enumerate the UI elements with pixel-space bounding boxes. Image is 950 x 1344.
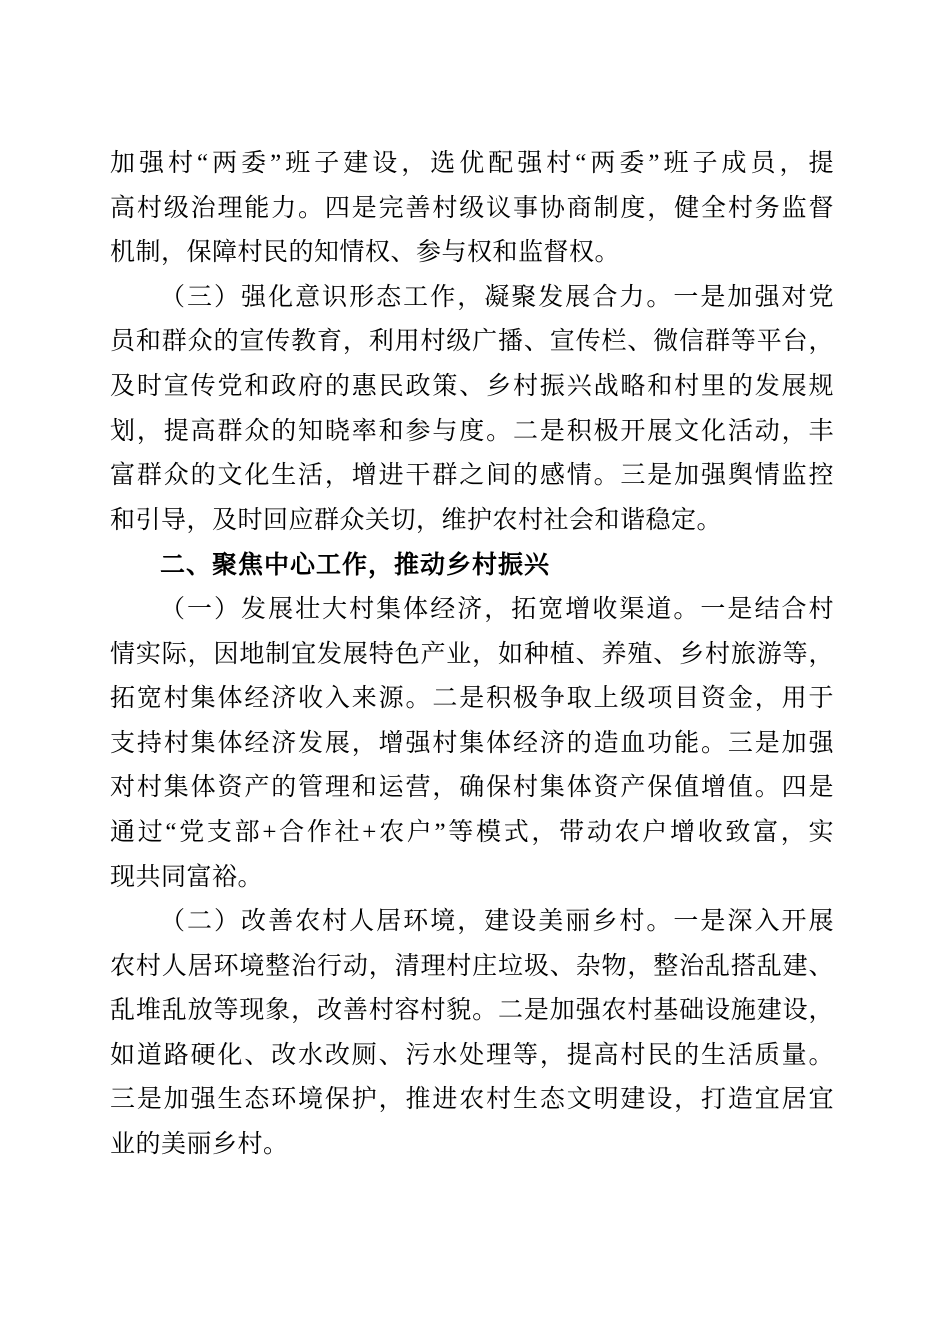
text-line: 机制，保障村民的知情权、参与权和监督权。 [110,239,621,267]
text-line: 富群众的文化生活，增进干群之间的感情。三是加强舆情监控 [110,462,834,490]
text-line: 划，提高群众的知晓率和参与度。二是积极开展文化活动，丰 [110,417,834,445]
section-heading: 二、聚焦中心工作，推动乡村振兴 [160,551,551,580]
text-line: 情实际，因地制宜发展特色产业，如种植、养殖、乡村旅游等， [110,640,834,668]
text-line: 通过“党支部+合作社+农户”等模式，带动农户增收致富，实 [110,818,834,846]
subheading-para-2-start: （二）改善农村人居环境，建设美丽乡村。一是深入开展 [160,908,834,936]
text-line: 支持村集体经济发展，增强村集体经济的造血功能。三是加强 [110,729,834,757]
subheading-para-1-start: （一）发展壮大村集体经济，拓宽增收渠道。一是结合村 [160,595,834,623]
text-line: 员和群众的宣传教育，利用村级广播、宣传栏、微信群等平台， [110,328,834,356]
text-line: 加强村“两委”班子建设，选优配强村“两委”班子成员，提 [110,150,834,177]
subheading-para-3-start: （三）强化意识形态工作，凝聚发展合力。一是加强对党 [160,283,834,311]
text-line: 乱堆乱放等现象，改善村容村貌。二是加强农村基础设施建设， [110,997,834,1025]
text-line: 业的美丽乡村。 [110,1131,289,1159]
text-line: 高村级治理能力。四是完善村级议事协商制度，健全村务监督 [110,194,834,222]
text-line: 如道路硬化、改水改厕、污水处理等，提高村民的生活质量。 [110,1041,834,1069]
text-line: 现共同富裕。 [110,863,264,891]
text-line: 三是加强生态环境保护，推进农村生态文明建设，打造宜居宜 [110,1086,834,1114]
text-line: 拓宽村集体经济收入来源。二是积极争取上级项目资金，用于 [110,685,834,713]
text-line: 农村人居环境整治行动，清理村庄垃圾、杂物，整治乱搭乱建、 [110,952,834,980]
document-body [110,142,834,1168]
text-line: 对村集体资产的管理和运营，确保村集体资产保值增值。四是 [110,774,834,802]
text-line: 及时宣传党和政府的惠民政策、乡村振兴战略和村里的发展规 [110,372,834,400]
text-line: 和引导，及时回应群众关切，维护农村社会和谐稳定。 [110,506,723,534]
